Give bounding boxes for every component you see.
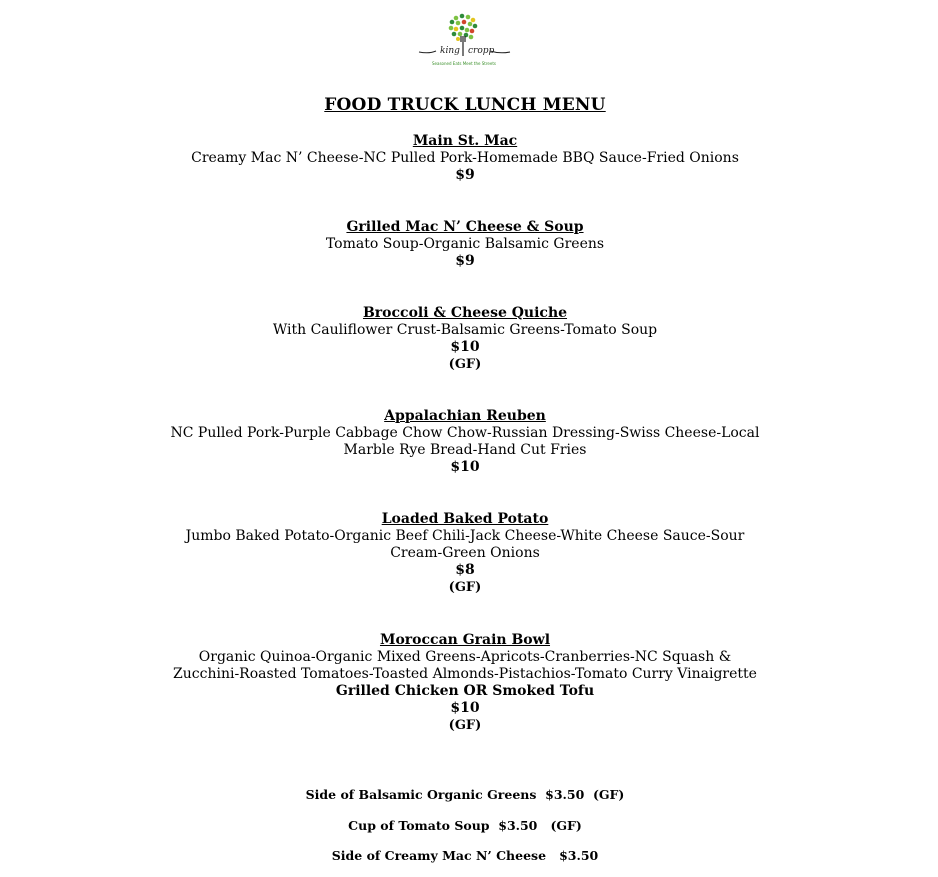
logo-graphic — [414, 12, 514, 70]
menu-item-reuben — [170, 408, 760, 476]
logo-tagline: Seasoned Eats Meet the Streets — [432, 61, 496, 66]
item-description: Tomato Soup-Organic Balsamic Greens — [325, 236, 605, 252]
item-name: Grilled Mac N’ Cheese & Soup — [346, 219, 584, 235]
side-item-soup: Cup of Tomato Soup $3.50 (GF) — [348, 818, 582, 833]
item-description: NC Pulled Pork-Purple Cabbage Chow Chow-Russian Dressing-Swiss Cheese-Local Marble Rye Bread-Hand Cut Fries — [170, 425, 760, 458]
menu-item-grilled-mac — [170, 219, 760, 270]
item-price: $9 — [455, 167, 475, 183]
side-item-greens: Side of Balsamic Organic Greens $3.50 (GF) — [305, 787, 625, 802]
menu-title: FOOD TRUCK LUNCH MENU — [324, 95, 606, 115]
item-description: Jumbo Baked Potato-Organic Beef Chili-Jack Cheese-White Cheese Sauce-Sour Cream-Green Onions — [185, 528, 745, 561]
item-description: With Cauliflower Crust-Balsamic Greens-Tomato Soup — [272, 322, 658, 338]
gluten-free-badge: (GF) — [448, 580, 482, 595]
side-item-mac: Side of Creamy Mac N’ Cheese $3.50 — [331, 848, 599, 863]
item-protein-options: Grilled Chicken OR Smoked Tofu — [335, 683, 595, 699]
item-name: Moroccan Grain Bowl — [379, 632, 551, 648]
menu-item-quiche — [170, 305, 760, 373]
logo-wordmark-left: king — [440, 46, 460, 56]
item-description: Organic Quinoa-Organic Mixed Greens-Apricots-Cranberries-NC Squash & Zucchini-Roasted Tomatoes-Toasted Almonds-Pistachios-Tomato Curry Vinaigrette — [173, 649, 757, 682]
item-price: $10 — [450, 700, 480, 716]
item-price: $10 — [450, 459, 480, 475]
logo-wordmark-right: cropp — [468, 46, 495, 56]
kingcropp-logo — [414, 12, 514, 70]
item-price: $10 — [450, 339, 480, 355]
item-description: Creamy Mac N’ Cheese-NC Pulled Pork-Homemade BBQ Sauce-Fried Onions — [191, 150, 739, 166]
item-name: Broccoli & Cheese Quiche — [362, 305, 568, 321]
item-price: $9 — [455, 253, 475, 269]
gluten-free-badge: (GF) — [448, 718, 482, 733]
fork-trunk-icon — [461, 36, 465, 56]
menu-item-baked-potato — [170, 511, 760, 596]
item-price: $8 — [455, 562, 475, 578]
gluten-free-badge: (GF) — [448, 357, 482, 372]
item-name: Appalachian Reuben — [384, 408, 546, 424]
item-name: Loaded Baked Potato — [381, 511, 549, 527]
menu-item-grain-bowl — [170, 632, 760, 734]
item-name: Main St. Mac — [412, 133, 518, 149]
menu-item-main-st-mac — [170, 133, 760, 184]
